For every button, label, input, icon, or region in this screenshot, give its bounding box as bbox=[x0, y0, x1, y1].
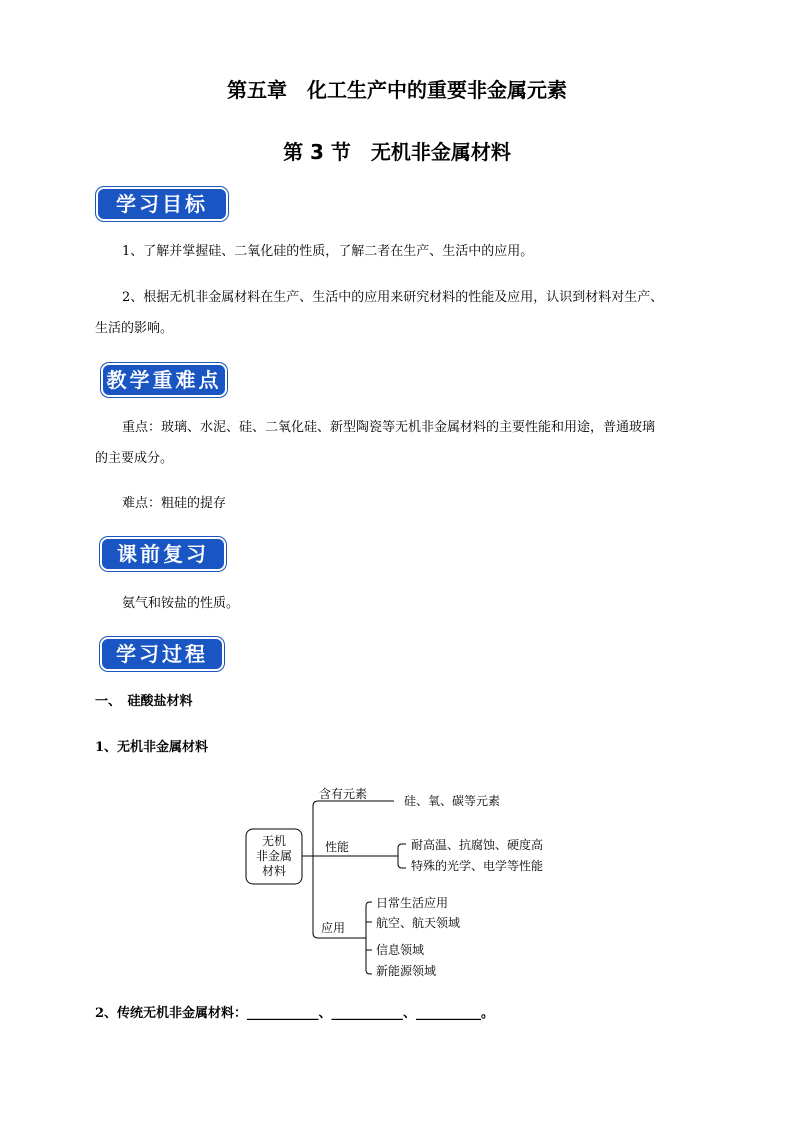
review-banner: 课前复习 bbox=[100, 537, 226, 571]
objectives-banner: 学习目标 bbox=[96, 187, 228, 221]
key-points-banner: 教学重难点 bbox=[101, 363, 227, 397]
diagram-root-label bbox=[246, 834, 302, 879]
application-1: 日常生活应用 bbox=[376, 896, 449, 910]
diagram-root-line1: 无机 bbox=[261, 834, 286, 848]
question-traditional-materials: 2、传统无机非金属材料：___________、___________、__________。 bbox=[95, 1006, 495, 1021]
objective-item-1: 1、了解并掌握硅、二氧化硅的性质，了解二者在生产、生活中的应用。 bbox=[122, 244, 534, 259]
focus-line-1: 重点：玻璃、水泥、硅、二氧化硅、新型陶瓷等无机非金属材料的主要性能和用途，普通玻璃 bbox=[122, 420, 656, 435]
review-text: 氨气和铵盐的性质。 bbox=[122, 596, 240, 611]
diagram-connector bbox=[366, 902, 372, 938]
diagram-connector bbox=[398, 844, 406, 856]
focus-line-2: 的主要成分。 bbox=[95, 451, 174, 466]
objective-item-2-line2: 生活的影响。 bbox=[95, 321, 174, 336]
application-3: 信息领域 bbox=[376, 943, 425, 957]
section-title: 第 3 节 无机非金属材料 bbox=[283, 140, 511, 164]
difficulty-text: 难点：粗硅的提存 bbox=[122, 496, 227, 511]
property-2: 特殊的光学、电学等性能 bbox=[411, 859, 544, 873]
chapter-title: 第五章 化工生产中的重要非金属元素 bbox=[227, 78, 567, 102]
process-heading-2: 1、无机非金属材料 bbox=[95, 740, 209, 755]
branch-applications-label: 应用 bbox=[321, 921, 346, 935]
diagram-root-line2: 非金属 bbox=[255, 849, 292, 863]
diagram-root-line3: 材料 bbox=[261, 864, 286, 878]
property-1: 耐高温、抗腐蚀、硬度高 bbox=[411, 838, 544, 852]
branch-elements-label: 含有元素 bbox=[319, 787, 368, 801]
elements-value: 硅、氧、碳等元素 bbox=[404, 794, 501, 808]
process-banner: 学习过程 bbox=[100, 637, 224, 671]
process-heading-1: 一、 硅酸盐材料 bbox=[95, 694, 193, 709]
diagram-connector bbox=[366, 938, 372, 974]
application-4: 新能源领域 bbox=[376, 964, 437, 978]
objective-item-2-line1: 2、根据无机非金属材料在生产、生活中的应用来研究材料的性能及应用，认识到材料对生产、 bbox=[122, 290, 664, 305]
application-2: 航空、航天领域 bbox=[376, 916, 461, 930]
diagram-connector bbox=[398, 856, 406, 868]
branch-properties-label: 性能 bbox=[325, 840, 350, 854]
